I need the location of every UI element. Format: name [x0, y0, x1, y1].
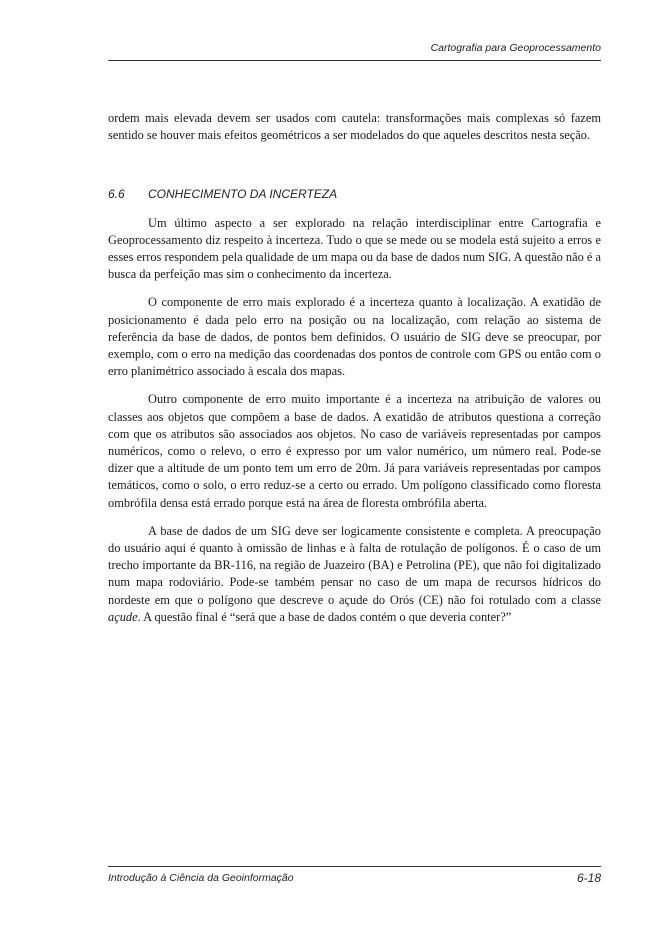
section-heading [108, 186, 601, 203]
section-title: CONHECIMENTO DA INCERTEZA [148, 187, 338, 202]
footer-book-title: Introdução à Ciência da Geoinformação [108, 872, 294, 884]
page-number: 6-18 [576, 871, 601, 885]
page-body [108, 110, 601, 637]
body-paragraph: Um último aspecto a ser explorado na relação interdisciplinar entre Cartografia e Geoprocessamento diz respeito à incerteza. Tudo o que se mede ou se modela está sujeito a erros e esses erros respondem pela qualidade de um mapa ou da base de dados num SIG. A questão não é a busca da perfeição mas sim o conhecimento da incerteza. [108, 215, 601, 282]
intro-paragraph: ordem mais elevada devem ser usados com cautela: transformações mais complexas só fazem sentido se houver mais efeitos geométricos a ser modelados do que aqueles descritos nesta seção. [108, 111, 601, 143]
body-paragraph-last [108, 523, 601, 626]
page-footer [108, 866, 601, 889]
section-number: 6.6 [108, 187, 125, 202]
header-title: Cartografia para Geoprocessamento [430, 42, 601, 54]
italic-term: açude [108, 609, 138, 624]
page-header [108, 40, 601, 61]
body-paragraph: Outro componente de erro muito importante é a incerteza na atribuição de valores ou classes aos objetos que compõem a base de dados. A exatidão de atributos questiona a correção com que os atributos são associados aos objetos. No caso de variáveis representadas por campos numéricos, como o relevo, o erro é expresso por um valor numérico, um número real. Pode-se dizer que a altitude de um ponto tem um erro de 20m. Já para variáveis representadas por campos temáticos, como o solo, o erro reduz-se a certo ou errado. Um polígono classificado como floresta ombrófila densa está errado porque está na área de floresta ombrófila aberta. [108, 392, 601, 510]
paragraph-text: A base de dados de um SIG deve ser logicamente consistente e completa. A preocupação do usuário aqui é quanto à omissão de linhas e à falta de rotulação de polígonos. É o caso de um trecho importante da BR-116, na região de Juazeiro (BA) e Petrolina (PE), que não foi digitalizado num mapa rodoviário. Pode-se também pensar no caso de um mapa de recursos hídricos do nordeste em que o polígono que descreve o açude do Orós (CE) não foi rotulado com a classe [108, 523, 601, 607]
body-paragraph: O componente de erro mais explorado é a incerteza quanto à localização. A exatidão de posicionamento é dada pelo erro na posição ou na localização, com relação ao sistema de referência da base de dados, de pontos bem definidos. O usuário de SIG deve se preocupar, por exemplo, com o erro na medição das coordenadas dos pontos de controle com GPS ou então com o erro planimétrico associado à escala dos mapas. [108, 295, 601, 379]
paragraph-text: . A questão final é “será que a base de dados contém o que deveria conter?” [137, 609, 512, 624]
